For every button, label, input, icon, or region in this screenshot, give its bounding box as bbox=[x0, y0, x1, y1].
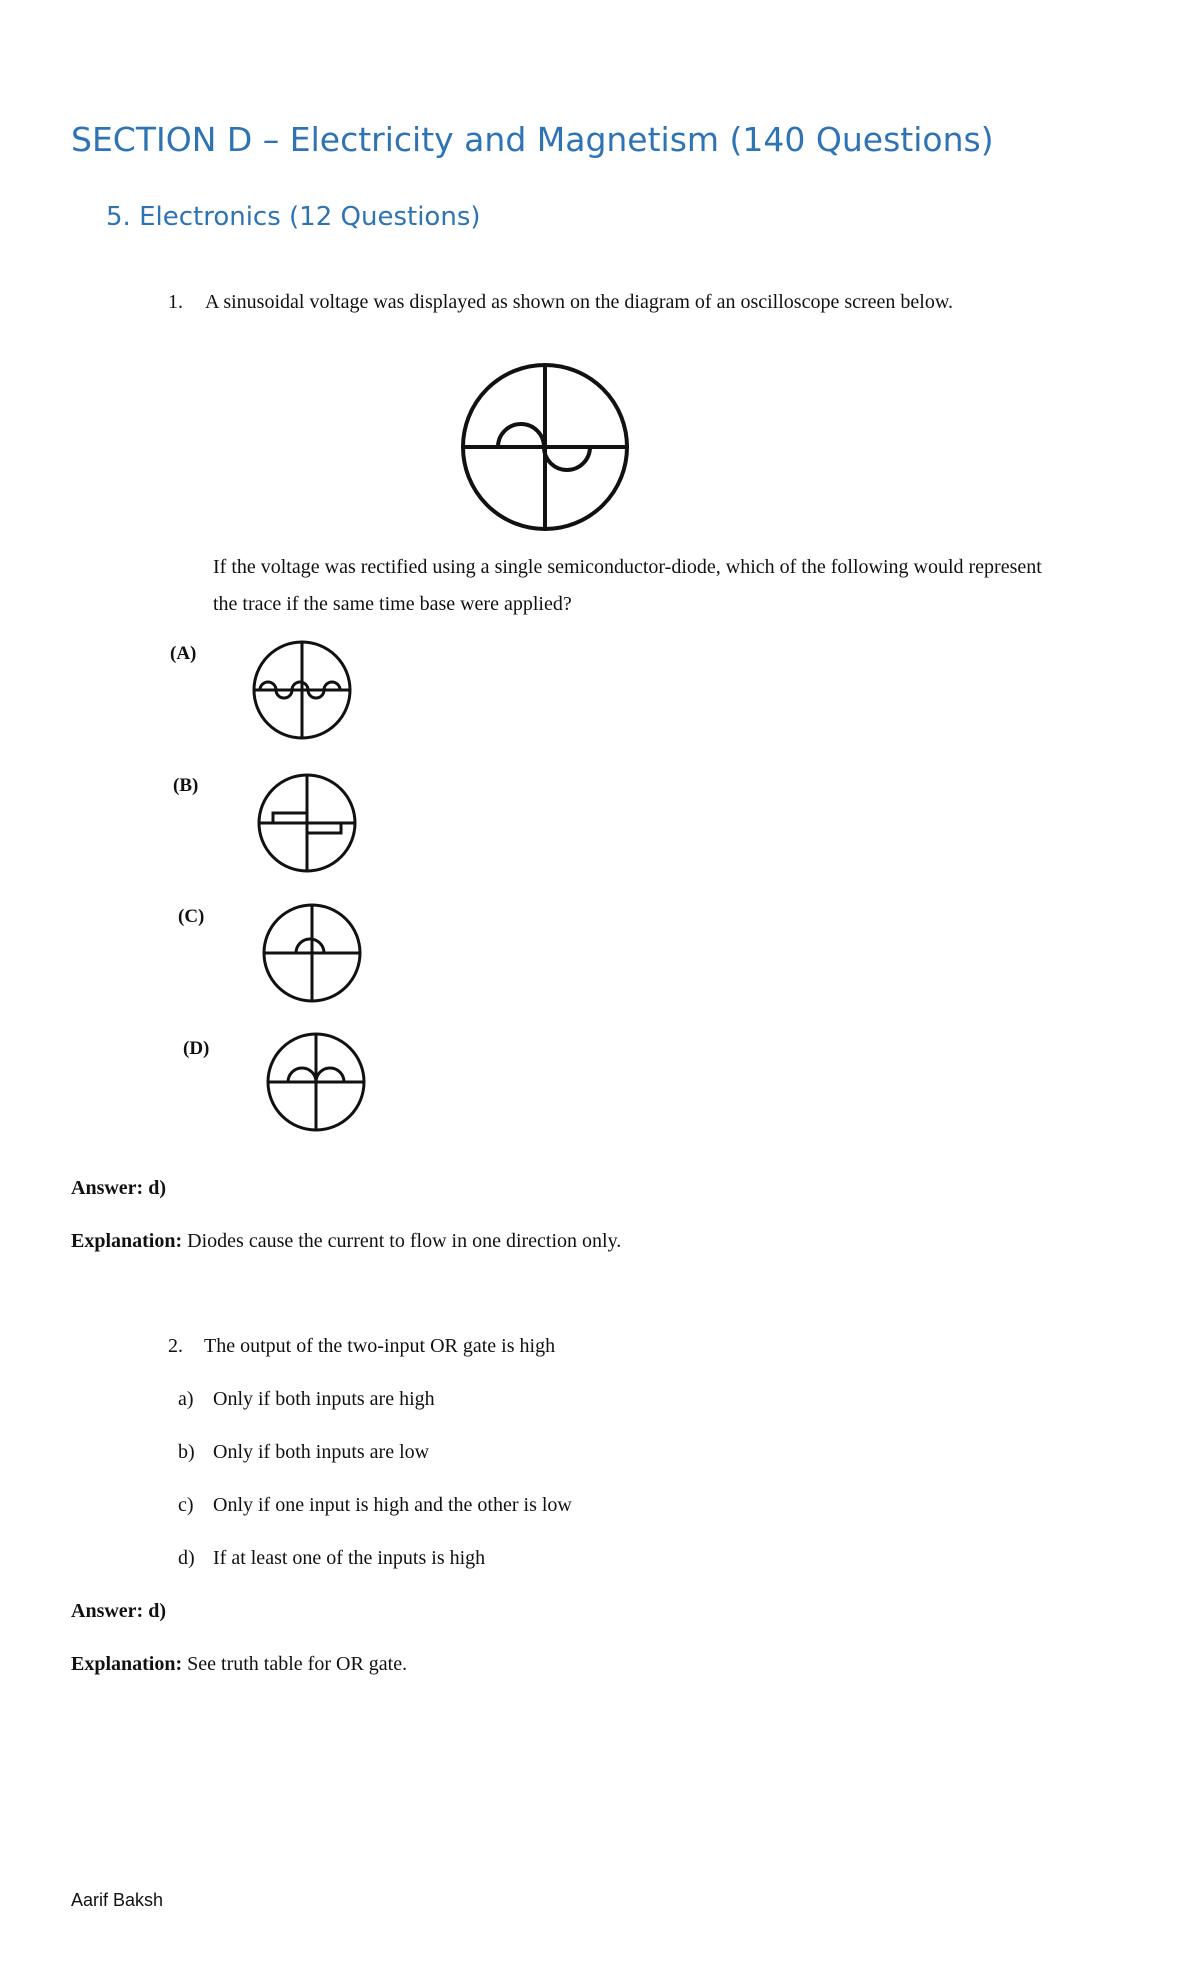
explanation-text: Diodes cause the current to flow in one direction only. bbox=[182, 1230, 622, 1252]
option-b-label: (B) bbox=[173, 775, 199, 796]
footer-author: Aarif Baksh bbox=[71, 1890, 164, 1910]
question-1-explanation bbox=[71, 1230, 621, 1253]
question-2-explanation bbox=[71, 1653, 407, 1676]
question-1-answer: Answer: d) bbox=[71, 1177, 166, 1199]
question-2-text: The output of the two-input OR gate is high bbox=[204, 1335, 556, 1357]
question-2-answer: Answer: d) bbox=[71, 1600, 166, 1622]
option-d-trace-diagram bbox=[264, 1030, 368, 1134]
option-c-text: Only if one input is high and the other is low bbox=[213, 1494, 572, 1516]
option-c-letter: c) bbox=[178, 1494, 194, 1516]
option-c-label: (C) bbox=[178, 906, 205, 927]
question-1-followup-line2: the trace if the same time base were applied? bbox=[213, 593, 572, 615]
explanation-label: Explanation: bbox=[71, 1653, 183, 1675]
oscilloscope-sine-diagram bbox=[458, 362, 633, 532]
explanation-label: Explanation: bbox=[71, 1230, 183, 1252]
option-b-trace-diagram bbox=[255, 771, 359, 875]
question-1-followup-line1: If the voltage was rectified using a single semiconductor-diode, which of the following would represent bbox=[213, 556, 1042, 578]
option-a-letter: a) bbox=[178, 1388, 194, 1410]
option-b-text: Only if both inputs are low bbox=[213, 1441, 430, 1463]
option-d-letter: d) bbox=[178, 1547, 195, 1569]
question-1-number: 1. bbox=[168, 291, 183, 313]
question-1-text: A sinusoidal voltage was displayed as shown on the diagram of an oscilloscope screen below. bbox=[205, 291, 953, 313]
option-d-text: If at least one of the inputs is high bbox=[213, 1547, 486, 1569]
explanation-text: See truth table for OR gate. bbox=[182, 1653, 408, 1675]
option-a-label: (A) bbox=[170, 643, 197, 664]
option-a-text: Only if both inputs are high bbox=[213, 1388, 435, 1410]
option-d-label: (D) bbox=[183, 1038, 210, 1059]
subsection-title: 5. Electronics (12 Questions) bbox=[106, 202, 481, 232]
section-title: SECTION D – Electricity and Magnetism (140 Questions) bbox=[71, 120, 994, 159]
option-a-trace-diagram bbox=[250, 638, 354, 742]
option-c-trace-diagram bbox=[260, 901, 364, 1005]
option-b-letter: b) bbox=[178, 1441, 195, 1463]
question-2-number: 2. bbox=[168, 1335, 183, 1357]
